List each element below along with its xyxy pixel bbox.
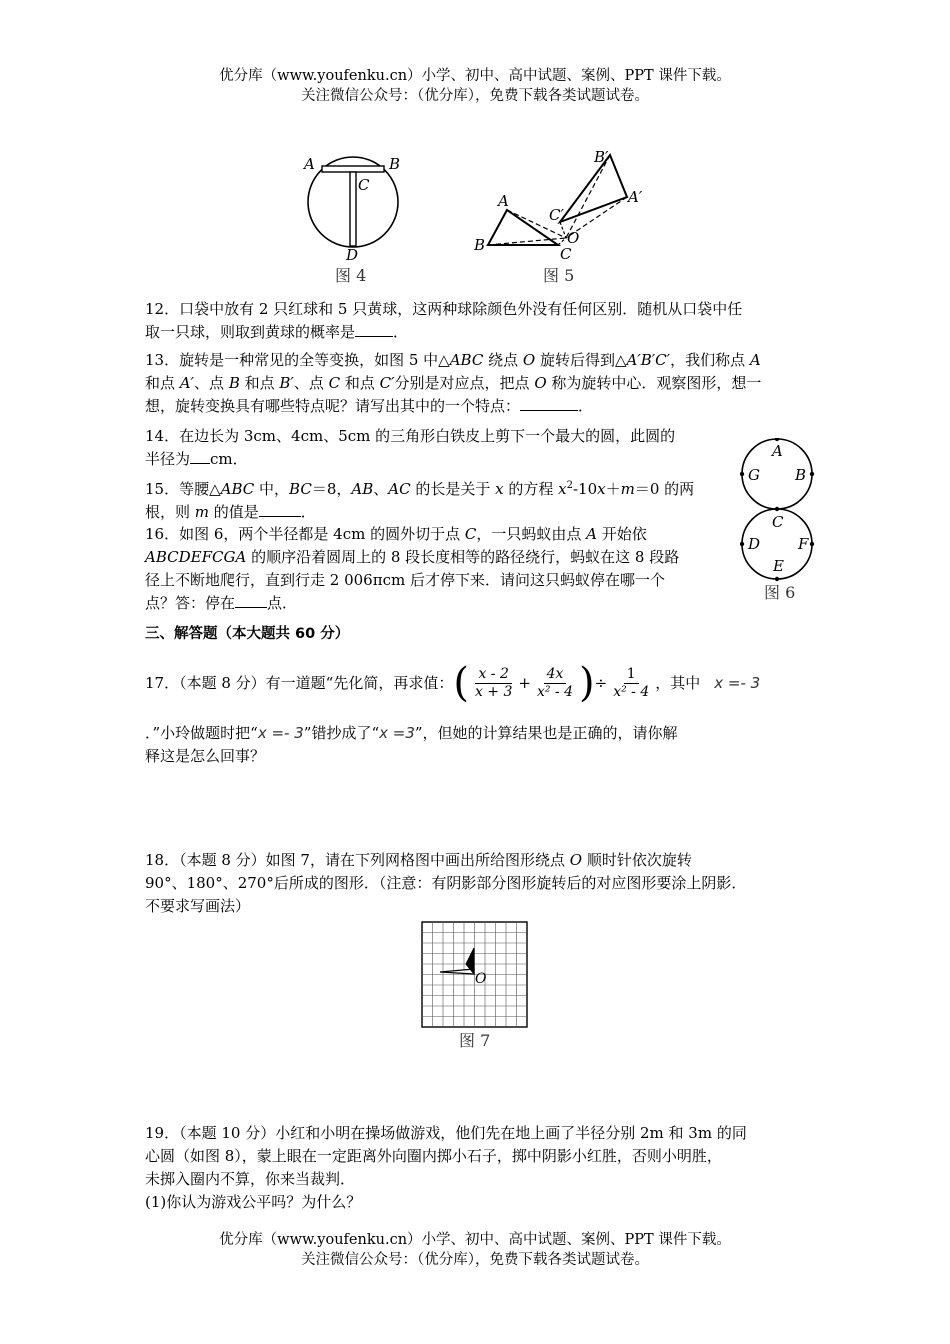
q12-answer-blank[interactable] [355,321,393,337]
q18-text: O [569,851,583,869]
q13-text: 和点 [239,374,280,392]
fig6-label-d: D [748,535,761,553]
q12-end: ． [393,323,409,341]
q16-text: ，一只蚂蚁由点 [476,525,587,543]
q15-text: AB [351,480,374,498]
q15-text: x [495,480,504,498]
fig6-label-b: B [795,466,807,484]
fig4-label-c: C [358,176,370,194]
question-13 [145,349,813,418]
question-16 [145,523,730,615]
q13-text: B [228,374,240,392]
q16-text: ABCDEFCGA [145,548,247,566]
q17-text: ”错抄成了“ [303,724,380,742]
fig4-label-b: B [389,155,401,173]
footer-line-2: 关注微信公众号：（优分库），免费下载各类试题试卷。 [301,1252,649,1268]
q15-text: BC [289,480,312,498]
q15-text: 根，则 [145,503,195,521]
footer-line-1: 优分库（www.youfenku.cn）小学、初中、高中试题、案例、PPT 课件下载。 [219,1232,731,1248]
q18-text: 顺时针依次旋转 [582,851,692,869]
q16-text: 点？答：停在 [145,594,236,612]
q16-text: 开始依 [596,525,647,543]
q12-line-2: 取一只球，则取到黄球的概率是 [145,323,356,341]
q15-text: 15．等腰△ [145,480,221,498]
q13-text: A′ [179,374,195,392]
q17-divide: ÷ [594,673,608,692]
q12-line-1: 12．口袋中放有 2 只红球和 5 只黄球，这两种球除颜色外没有任何区别．随机从口袋中任 [145,300,743,318]
fig5-label-a-prime: A′ [628,188,643,206]
q13-text: 和点 [340,374,380,392]
question-12 [145,298,813,344]
q15-superscript: 2 [566,480,573,491]
fig6-point-c [775,507,779,511]
q13-text: C [328,374,341,392]
q15-text: 的方程 [503,480,559,498]
fig7-label-o: O [475,971,487,987]
q13-text: 13．旋转是一种常见的全等变换，如图 5 中△ [145,351,450,369]
q15-text: ABC [220,480,255,498]
fig6-point-a [775,438,779,441]
fig4-t-bar [322,166,384,172]
q19-text: 心圆（如图 8），蒙上眼在一定距离外向圈内掷小石子，掷中阴影小红胜，否则小明胜， [145,1147,722,1165]
q16-text: 16．如图 6，两个半径都是 4cm 的圆外切于点 [145,525,465,543]
q16-text: 点． [267,594,298,612]
q16-text: C [464,525,477,543]
q17-plus: + [518,673,531,692]
fig7-caption: 图 7 [459,1031,491,1050]
q15-text: 、 [373,480,389,498]
q13-answer-blank[interactable] [520,395,578,411]
q14-line-2: 半径为 [145,450,191,468]
header-line-2: 关注微信公众号：（优分库），免费下载各类试题试卷。 [301,88,649,104]
q15-text: -10 [572,480,598,498]
fig4-label-d: D [346,246,359,264]
q19-text: (1)你认为游戏公平吗？为什么？ [145,1193,362,1211]
q17-f3-den: x² - 4 [613,683,650,700]
q15-text: ＋ [605,480,621,498]
q13-text: 想，旋转变换具有哪些特点呢？请写出其中的一个特点： [145,397,521,415]
q17-f1-num: x - 2 [478,665,509,682]
q15-text: m [620,480,635,498]
q17-f2-den: x² - 4 [536,683,574,700]
q15-text: m [194,503,210,521]
fig6-point-g [740,472,744,476]
q15-text: 的值是 [209,503,259,521]
q13-text: A′B′C′ [626,351,671,369]
section-3-heading: 三、解答题（本大题共 60 分） [145,626,350,642]
q15-text: ＝0 的两 [634,480,695,498]
question-18 [145,849,813,918]
q15-end: ． [300,503,316,521]
q13-text: B′ [279,374,294,392]
fig5-line-co [558,238,566,245]
q17-fraction-1 [472,666,515,701]
fig5-label-a: A [498,192,509,210]
q14-line-1: 14．在边长为 3cm、4cm、5cm 的三角形白铁皮上剪下一个最大的圆，此圆的 [145,427,676,445]
q18-text: 18．（本题 8 分）如图 7，请在下列网格图中画出所给图形绕点 [145,851,570,869]
q17-text: 释这是怎么回事？ [145,747,266,765]
q13-text: 旋转后得到△ [535,351,627,369]
q15-text: x [597,480,606,498]
fig6-label-f: F [798,535,809,553]
fig6-point-f [810,542,814,546]
q18-text: 90°、180°、270°后所成的图形．（注意：有阴影部分图形旋转后的对应图形要涂上阴影． [145,874,747,892]
question-17 [145,656,813,768]
q13-text: O [534,374,547,392]
header-line-1: 优分库（www.youfenku.cn）小学、初中、高中试题、案例、PPT 课件下载。 [219,68,731,84]
q13-text: 称为旋转中心．观察图形，想一 [546,374,762,392]
q15-text: 的长是关于 [410,480,496,498]
q17-text: ．”小玲做题时把“ [145,724,258,742]
q15-answer-blank[interactable] [259,501,301,517]
fig4-label-a: A [304,155,315,173]
q15-text: AC [388,480,411,498]
fig6-label-g: G [748,466,760,484]
q14-end: cm． [210,450,248,468]
q13-text: 和点 [145,374,180,392]
fig4-t-stem [350,172,356,246]
q17-f3-num: 1 [626,665,636,682]
fig6-label-c: C [772,513,784,531]
fig6-point-b [810,472,814,476]
q13-text: 、点 [194,374,229,392]
fig6-point-d [740,542,744,546]
q16-text: 的顺序沿着圆周上的 8 段长度相等的路径绕行，蚂蚁在这 8 段路 [246,548,680,566]
q13-text: C′ [379,374,395,392]
q16-text: 径上不断地爬行，直到行走 2 006πcm 后才停下来．请问这只蚂蚁停在哪一个 [145,571,665,589]
q13-text: O [522,351,536,369]
q13-text: ABC [449,351,484,369]
question-15 [145,474,730,524]
fig6-label-e: E [773,557,784,575]
q17-right-paren: ) [579,660,595,706]
question-19 [145,1122,813,1214]
q14-answer-blank[interactable] [190,448,210,464]
q15-text: 中， [254,480,290,498]
q15-text: x [558,480,567,498]
q17-text: 17．（本题 8 分）有一道题“先化简，再求值： [145,673,454,692]
q17-fraction-3 [610,666,652,701]
question-14 [145,425,730,471]
q17-f2-num: 4x [546,665,564,682]
q16-answer-blank[interactable] [235,592,267,608]
q13-text: 、点 [293,374,329,392]
fig4-caption: 图 4 [335,266,367,285]
q17-text: x =- 3 [257,724,304,742]
q13-end: ． [578,397,594,415]
fig5-label-o: O [567,229,580,247]
q17-fraction-2 [534,666,576,701]
q19-text: 19．（本题 10 分）小红和小明在操场做游戏，他们先在地上画了半径分别 2m 和 3m 的同 [145,1124,747,1142]
fig5-label-c-prime: C′ [549,206,564,224]
q17-condition: x =- 3 [714,673,761,692]
q17-f1-den: x + 3 [474,683,513,700]
fig5-label-c: C [560,245,572,263]
q13-text: ，我们称点 [670,351,750,369]
fig5-line-b2o [566,155,610,238]
q13-text: 分别是对应点，把点 [394,374,535,392]
q13-text: A [749,351,761,369]
q17-text: ，其中 [655,673,701,692]
q19-text: 未掷入圈内不算，你来当裁判． [145,1170,356,1188]
q15-text: ＝8， [311,480,352,498]
fig6-label-a: A [772,442,783,460]
q13-text: 绕点 [483,351,523,369]
fig5-label-b-prime: B′ [594,148,609,166]
q17-text: ”，但她的计算结果也是正确的，请你解 [414,724,678,742]
fig6-caption: 图 6 [764,583,796,602]
fig5-label-b: B [474,236,486,254]
q17-left-paren: ( [453,660,469,706]
q16-text: A [586,525,597,543]
fig5-caption: 图 5 [543,266,575,285]
q18-text: 不要求写画法） [145,897,251,915]
q17-text: x =3 [379,724,415,742]
